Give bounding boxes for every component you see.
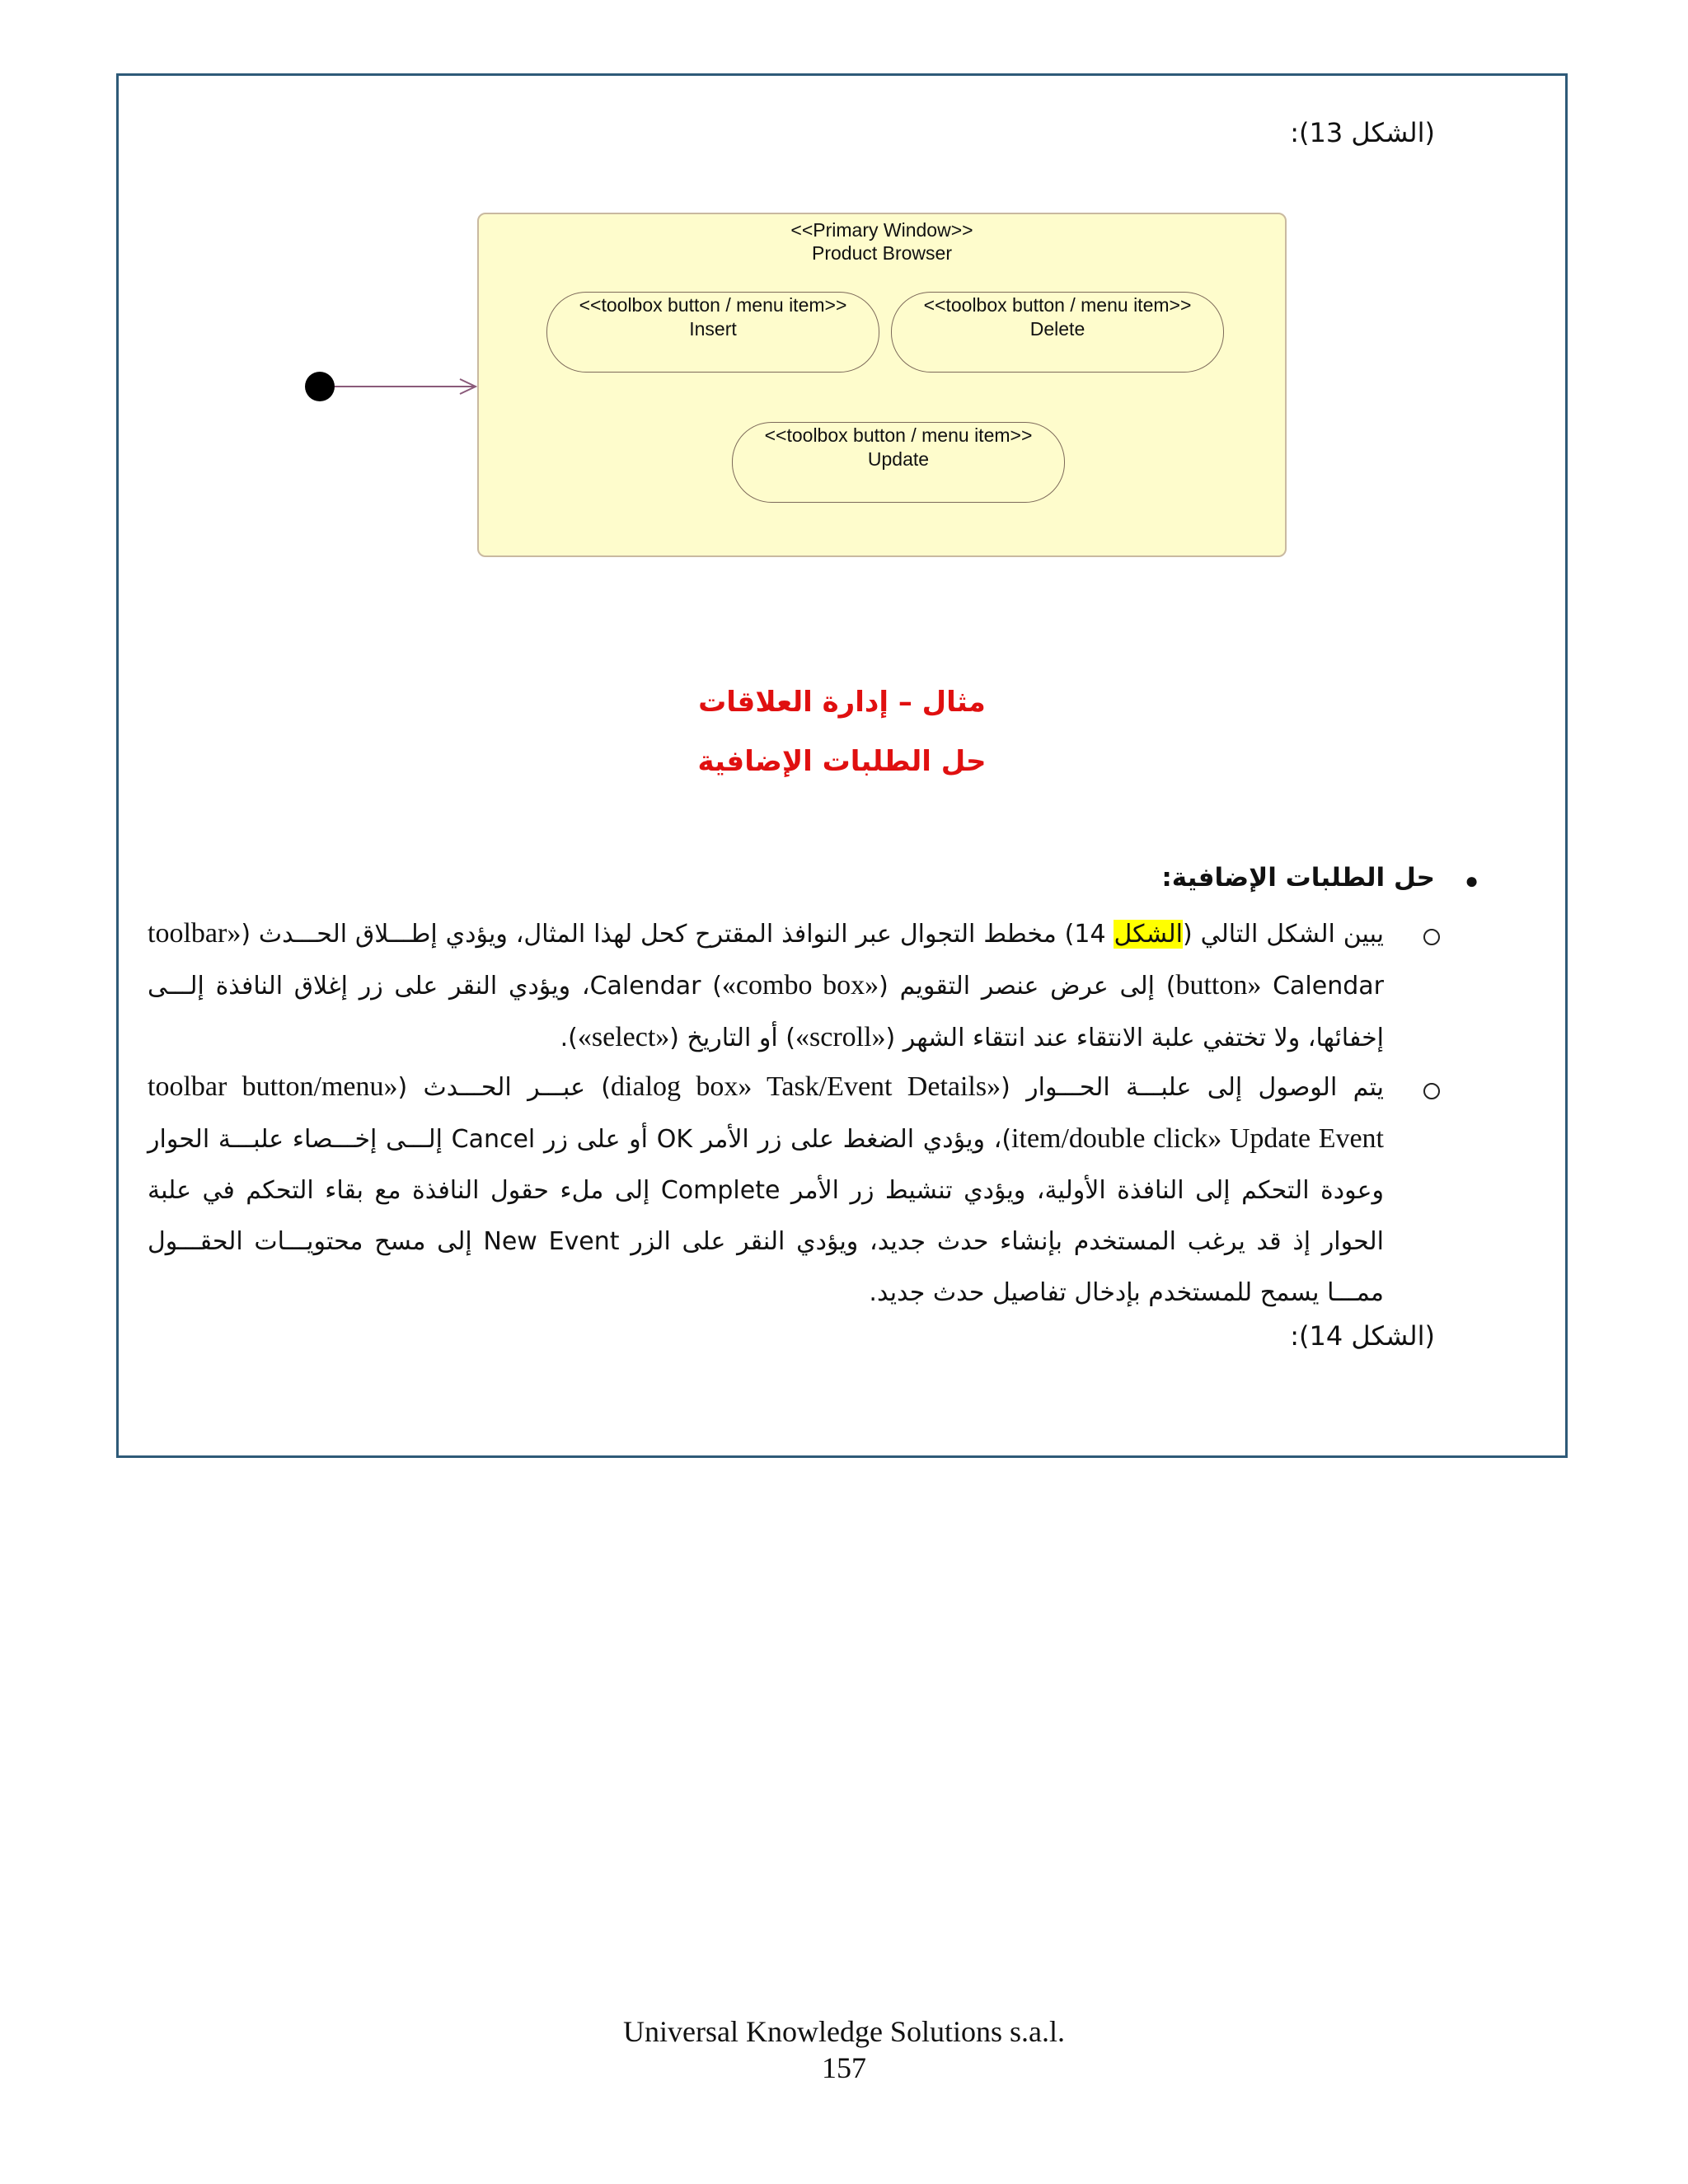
text-run: )، ويؤدي النقر على زر إغلاق النافذة إلـــى إخفائها، ولا تختفي علبة الانتقاء عند انتقاء الشهر (	[148, 972, 1384, 1052]
state-name: Insert	[689, 318, 737, 340]
primary-window-name: Product Browser	[811, 242, 952, 264]
figure-13-label: (الشكل 13):	[1290, 117, 1435, 148]
state-name: Delete	[1029, 318, 1085, 340]
primary-window-product-browser	[477, 213, 1287, 557]
text-run: ) عبـــر الحـــدث (	[397, 1073, 612, 1102]
state-delete	[891, 292, 1224, 373]
primary-window-stereotype: <<Primary Window>>	[790, 219, 973, 241]
bullet-disc-icon: ●	[1465, 869, 1479, 894]
circle-bullet-icon	[1423, 1083, 1440, 1099]
state-update	[732, 422, 1065, 503]
footer-page-number: 157	[822, 2051, 866, 2084]
text-run: )، ويؤدي الضغط على زر الأمر OK أو على زر Cancel إلـــى إخـــصاء علبـــة الحوار وعودة التحكم إلى النافذة الأولية، ويؤدي تنشيط زر الأمر Complete إلى ملء حقول النافذة مع بقاء التحكم في علبة الحوار إذ قد يرغب المستخدم بإنشاء حدث جديد، ويؤدي النقر على الزر New Event إلى مسح محتويـــات الحقـــول ممـــا يسمح للمستخدم بإدخال تفاصيل حدث جديد.	[148, 1125, 1384, 1307]
figure-14-label: (الشكل 14):	[1290, 1320, 1435, 1352]
text-run: «dialog box» Task/Event Details	[611, 1071, 1001, 1102]
text-run: ) أو التاريخ (	[669, 1024, 795, 1052]
text-run: يتم الوصول إلى علبـــة الحـــوار (	[1001, 1073, 1384, 1102]
text-run: 14) مخطط التجوال عبر النوافذ المقترح كحل لهذا المثال، ويؤدي إطـــلاق الحـــدث (	[241, 920, 1114, 949]
paragraph-dialog-description	[148, 1062, 1384, 1319]
highlighted-word: الشكل	[1114, 920, 1183, 949]
text-run: ).	[560, 1024, 578, 1052]
page-frame	[116, 73, 1568, 1458]
initial-state-node	[305, 372, 335, 401]
paragraph-navigation-description	[148, 908, 1384, 1064]
section-heading-example: مثال – إدارة العلاقات	[698, 686, 986, 719]
text-run: «scroll»	[795, 1022, 886, 1052]
state-name: Update	[867, 448, 930, 470]
state-stereotype: <<toolbox button / menu item>>	[764, 424, 1033, 446]
text-run: «combo box»	[721, 970, 879, 1001]
section-heading-solution: حل الطلبات الإضافية	[697, 745, 987, 778]
state-stereotype: <<toolbox button / menu item>>	[579, 294, 847, 316]
state-stereotype: <<toolbox button / menu item>>	[923, 294, 1192, 316]
navigation-diagram	[119, 76, 1565, 653]
text-run: يبين الشكل التالي (	[1182, 920, 1384, 949]
text-run: «select»	[577, 1022, 670, 1052]
text-run: «toolbar button»	[148, 918, 1262, 1001]
circle-bullet-icon	[1423, 929, 1440, 945]
text-run: «toolbar button/menu item/double click» Update Event	[148, 1071, 1384, 1154]
footer-company-name: Universal Knowledge Solutions s.a.l.	[623, 2015, 1065, 2048]
bullet-title: حل الطلبات الإضافية:	[1161, 863, 1435, 893]
text-run: Calendar) إلى عرض عنصر التقويم Calendar (	[589, 972, 1385, 1001]
state-insert	[546, 292, 879, 373]
